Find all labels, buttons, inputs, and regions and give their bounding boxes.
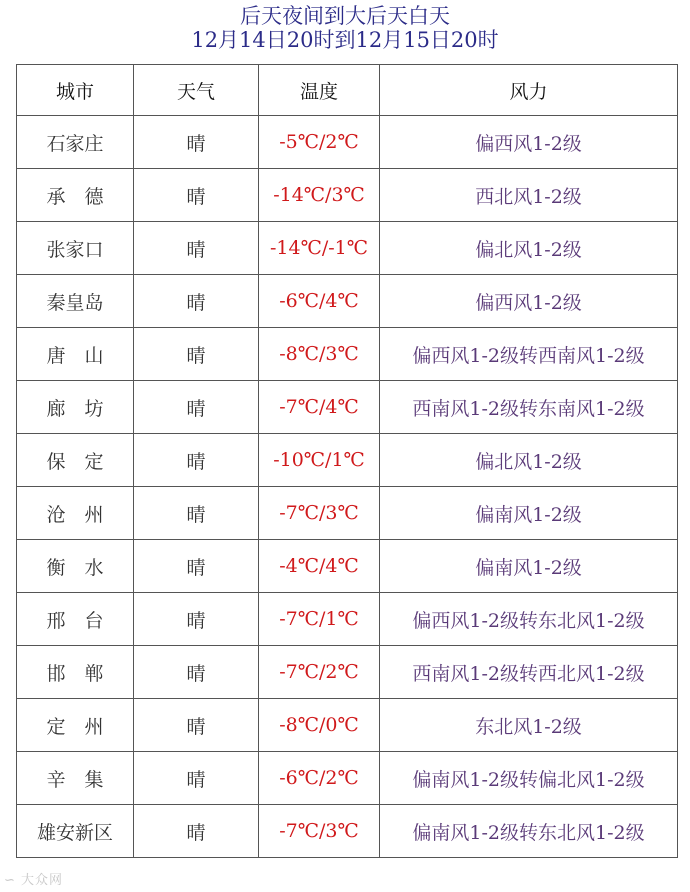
table-row [17, 116, 678, 169]
city-cell: 秦皇岛 [17, 275, 134, 328]
wind-cell: 西南风1-2级转西北风1-2级 [380, 646, 678, 699]
watermark [4, 869, 63, 888]
table-row [17, 275, 678, 328]
column-header-wind: 风力 [380, 65, 678, 116]
temperature-cell: -7℃/3℃ [259, 487, 380, 540]
temperature-cell: -7℃/4℃ [259, 381, 380, 434]
table-row [17, 328, 678, 381]
temperature-cell: -6℃/4℃ [259, 275, 380, 328]
weather-cell: 晴 [134, 116, 259, 169]
weather-cell: 晴 [134, 222, 259, 275]
wind-cell: 偏北风1-2级 [380, 222, 678, 275]
column-header-weather: 天气 [134, 65, 259, 116]
city-cell: 定 州 [17, 699, 134, 752]
weather-cell: 晴 [134, 275, 259, 328]
weather-cell: 晴 [134, 487, 259, 540]
wind-cell: 偏南风1-2级转东北风1-2级 [380, 805, 678, 858]
table-row [17, 434, 678, 487]
page-title: 后天夜间到大后天白天 [240, 4, 450, 28]
table-row [17, 805, 678, 858]
city-cell: 承 德 [17, 169, 134, 222]
temperature-cell: -7℃/2℃ [259, 646, 380, 699]
table-row [17, 381, 678, 434]
weather-cell: 晴 [134, 805, 259, 858]
table-row [17, 593, 678, 646]
city-cell: 张家口 [17, 222, 134, 275]
temperature-cell: -10℃/1℃ [259, 434, 380, 487]
wind-cell: 偏南风1-2级 [380, 487, 678, 540]
wind-cell: 偏南风1-2级转偏北风1-2级 [380, 752, 678, 805]
temperature-cell: -4℃/4℃ [259, 540, 380, 593]
city-cell: 衡 水 [17, 540, 134, 593]
column-header-temperature: 温度 [259, 65, 380, 116]
temperature-cell: -8℃/0℃ [259, 699, 380, 752]
city-cell: 雄安新区 [17, 805, 134, 858]
table-header-row [17, 65, 678, 116]
table-row [17, 222, 678, 275]
wind-cell: 西北风1-2级 [380, 169, 678, 222]
weather-cell: 晴 [134, 646, 259, 699]
temperature-cell: -7℃/3℃ [259, 805, 380, 858]
wind-cell: 偏西风1-2级转东北风1-2级 [380, 593, 678, 646]
weather-cell: 晴 [134, 381, 259, 434]
wind-cell: 西南风1-2级转东南风1-2级 [380, 381, 678, 434]
table-row [17, 487, 678, 540]
city-cell: 沧 州 [17, 487, 134, 540]
temperature-cell: -5℃/2℃ [259, 116, 380, 169]
column-header-city: 城市 [17, 65, 134, 116]
weather-cell: 晴 [134, 169, 259, 222]
temperature-cell: -7℃/1℃ [259, 593, 380, 646]
wind-cell: 偏南风1-2级 [380, 540, 678, 593]
forecast-period: 12月14日20时到12月15日20时 [191, 28, 499, 52]
temperature-cell: -14℃/-1℃ [259, 222, 380, 275]
temperature-cell: -8℃/3℃ [259, 328, 380, 381]
table-row [17, 540, 678, 593]
city-cell: 唐 山 [17, 328, 134, 381]
weather-cell: 晴 [134, 699, 259, 752]
weather-cell: 晴 [134, 434, 259, 487]
city-cell: 辛 集 [17, 752, 134, 805]
wind-cell: 偏西风1-2级 [380, 275, 678, 328]
city-cell: 保 定 [17, 434, 134, 487]
wind-cell: 东北风1-2级 [380, 699, 678, 752]
table-row [17, 169, 678, 222]
weather-cell: 晴 [134, 593, 259, 646]
city-cell: 石家庄 [17, 116, 134, 169]
weather-cell: 晴 [134, 540, 259, 593]
table-row [17, 646, 678, 699]
weather-cell: 晴 [134, 752, 259, 805]
city-cell: 廊 坊 [17, 381, 134, 434]
wind-cell: 偏西风1-2级 [380, 116, 678, 169]
table-row [17, 699, 678, 752]
table-row [17, 752, 678, 805]
forecast-table [16, 64, 678, 858]
city-cell: 邢 台 [17, 593, 134, 646]
watermark-text: 大众网 [21, 873, 64, 888]
wind-cell: 偏北风1-2级 [380, 434, 678, 487]
city-cell: 邯 郸 [17, 646, 134, 699]
wind-cell: 偏西风1-2级转西南风1-2级 [380, 328, 678, 381]
watermark-logo-icon: ∽ [4, 873, 16, 888]
weather-cell: 晴 [134, 328, 259, 381]
temperature-cell: -6℃/2℃ [259, 752, 380, 805]
temperature-cell: -14℃/3℃ [259, 169, 380, 222]
